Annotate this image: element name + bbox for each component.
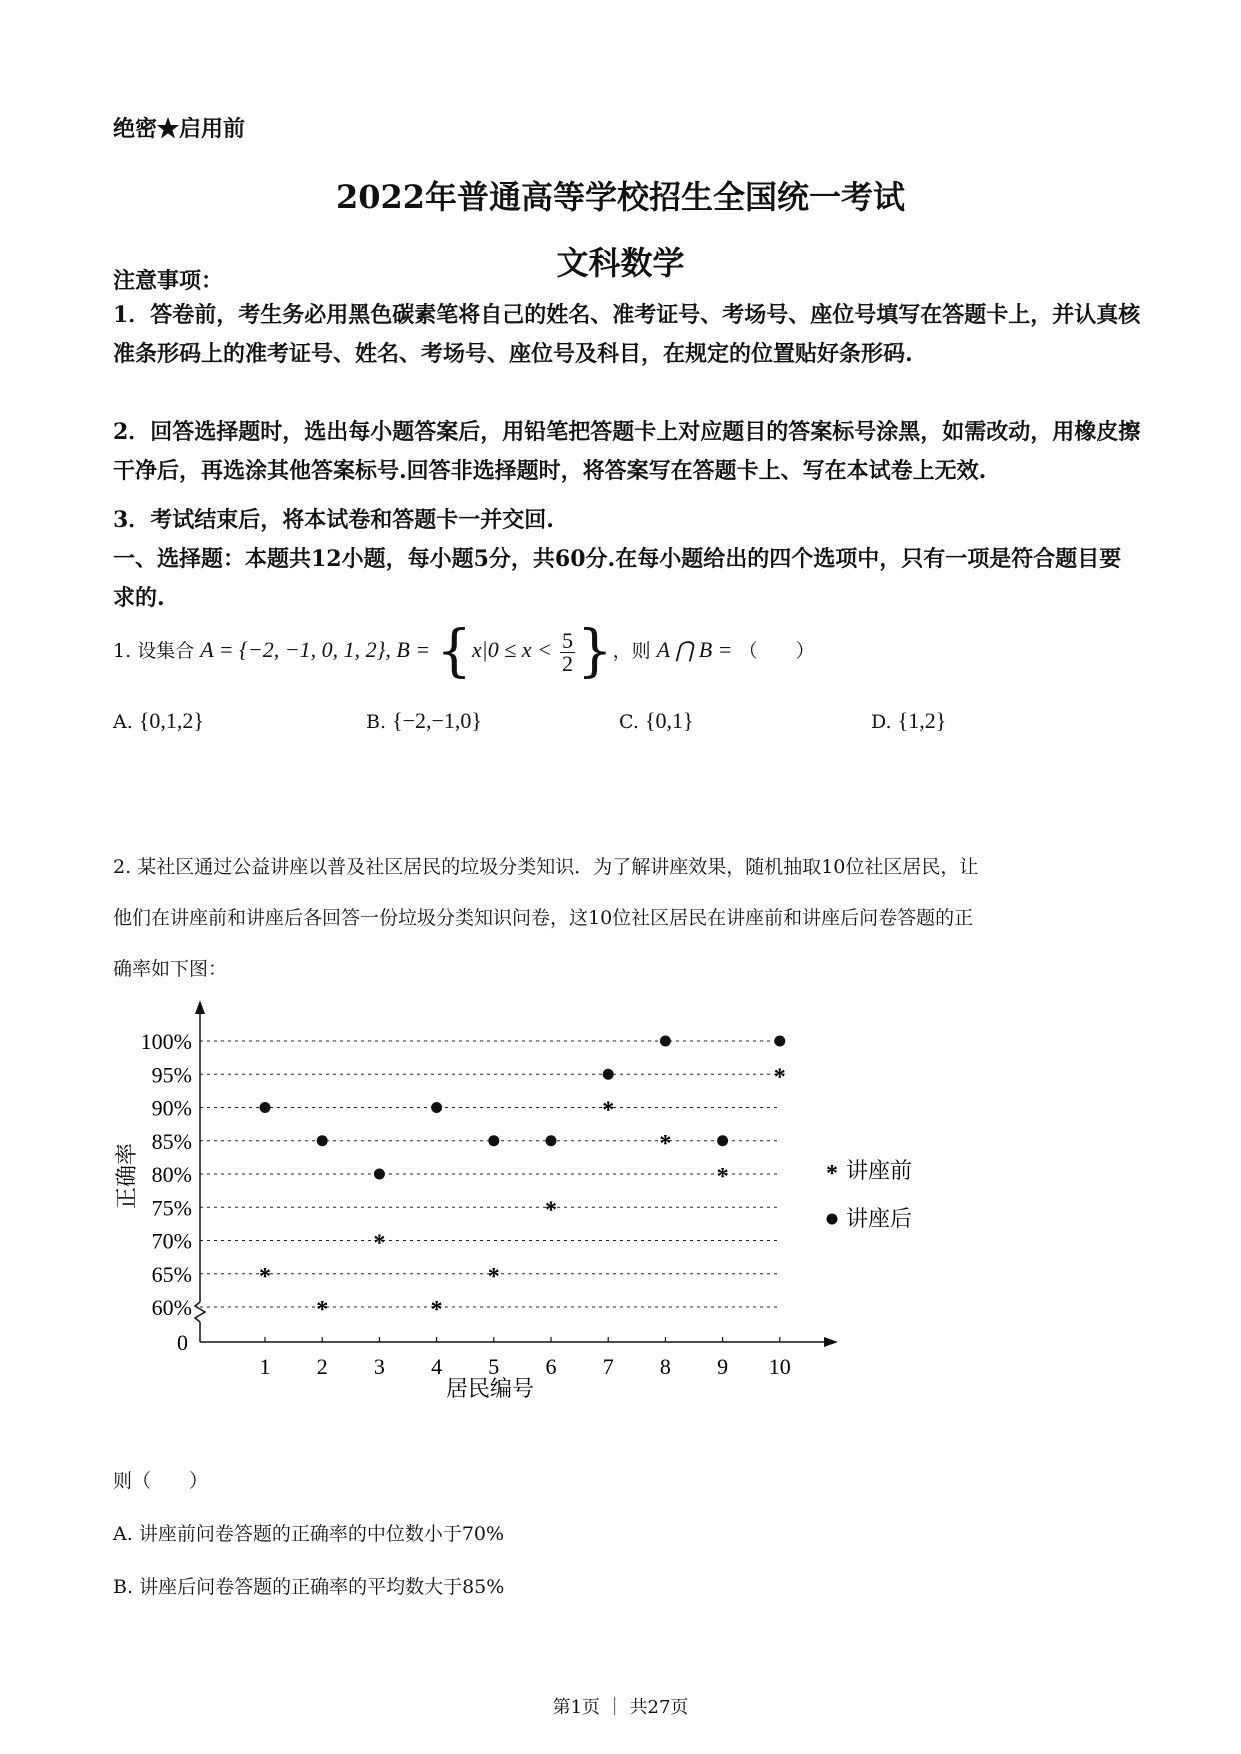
y-tick-label: 65% bbox=[151, 1261, 192, 1287]
x-axis-label: 居民编号 bbox=[445, 1376, 535, 1401]
before-point: * bbox=[602, 1097, 615, 1124]
legend-marker-after bbox=[827, 1214, 838, 1225]
q1-prefix: 设集合 bbox=[137, 640, 195, 662]
x-tick-label: 9 bbox=[717, 1354, 729, 1379]
after-point bbox=[546, 1135, 557, 1146]
before-point: * bbox=[545, 1197, 557, 1224]
y-tick-label: 95% bbox=[151, 1062, 192, 1088]
y-tick-label: 90% bbox=[151, 1095, 192, 1121]
x-axis-arrow-icon bbox=[824, 1337, 838, 1347]
option-label: D. bbox=[871, 711, 892, 733]
option-value: {1,2} bbox=[897, 708, 947, 733]
option-label: B. bbox=[366, 711, 387, 733]
notice-item-2: 2．回答选择题时，选出每小题答案后，用铅笔把答题卡上对应题目的答案标号涂黑，如需改动，用橡皮擦干净后，再选涂其他答案标号.回答非选择题时，将答案写在答题卡上、写在本试卷上无效. bbox=[113, 419, 1141, 484]
before-point: * bbox=[316, 1297, 329, 1323]
x-tick-label: 1 bbox=[259, 1354, 271, 1379]
y-tick-label: 80% bbox=[151, 1162, 192, 1187]
section-heading: 一、选择题：本题共12小题，每小题5分，共60分.在每小题给出的四个选项中，只有一项是符合题目要求的. bbox=[113, 546, 1122, 611]
exam-title: 2022年普通高等学校招生全国统一考试 bbox=[335, 178, 906, 216]
page-footer: 第1页 ｜ 共27页 bbox=[552, 1697, 689, 1718]
after-point bbox=[260, 1102, 271, 1113]
q2-option-a[interactable] bbox=[113, 1519, 504, 1546]
option-label: C. bbox=[619, 711, 639, 733]
y-tick-label: 60% bbox=[151, 1295, 192, 1320]
left-brace-icon: { bbox=[436, 619, 472, 684]
y-axis-arrow-icon bbox=[195, 1000, 205, 1014]
x-tick-label: 8 bbox=[659, 1354, 671, 1379]
q1-set-b-condition: x|0 ≤ x < bbox=[471, 637, 552, 662]
legend-marker-before: * bbox=[826, 1161, 838, 1187]
y-tick-label: 70% bbox=[151, 1228, 192, 1254]
option-label: A. bbox=[113, 711, 133, 733]
after-point bbox=[603, 1069, 614, 1080]
notice-item-3: 3．考试结束后，将本试卷和答题卡一并交回. bbox=[113, 507, 554, 533]
right-brace-icon: } bbox=[576, 619, 613, 684]
x-tick-label: 6 bbox=[545, 1354, 557, 1379]
before-point: * bbox=[373, 1230, 386, 1257]
q2-option-b[interactable] bbox=[113, 1572, 504, 1599]
q1-number: 1. bbox=[113, 640, 132, 662]
y-tick-label: 0 bbox=[177, 1330, 188, 1355]
option-label: B. bbox=[113, 1576, 134, 1598]
after-point bbox=[431, 1102, 442, 1113]
exam-subject: 文科数学 bbox=[556, 244, 685, 282]
q2-line-3: 确率如下图： bbox=[113, 958, 228, 980]
q1-intersection: A ⋂ B = bbox=[656, 637, 733, 662]
x-tick-label: 10 bbox=[768, 1354, 791, 1379]
after-point bbox=[374, 1169, 385, 1180]
legend-label-before: 讲座前 bbox=[846, 1158, 913, 1183]
notice-heading: 注意事项： bbox=[113, 268, 224, 294]
option-value: 讲座后问卷答题的正确率的平均数大于85% bbox=[139, 1576, 505, 1598]
q2-number: 2. bbox=[113, 856, 132, 878]
after-point bbox=[774, 1036, 785, 1047]
before-point: * bbox=[716, 1164, 729, 1190]
before-point: * bbox=[659, 1130, 672, 1157]
before-point: * bbox=[773, 1064, 786, 1091]
before-point: * bbox=[430, 1297, 443, 1323]
option-value: {−2,−1,0} bbox=[392, 708, 482, 733]
fraction-denominator: 2 bbox=[561, 650, 573, 676]
y-tick-label: 75% bbox=[151, 1195, 192, 1221]
q1-suffix: ，则 bbox=[612, 640, 651, 662]
y-axis-label: 正确率 bbox=[114, 1142, 139, 1210]
q1-paren: （ ） bbox=[738, 640, 815, 662]
after-point bbox=[488, 1135, 499, 1146]
before-point: * bbox=[259, 1263, 271, 1290]
chart-axes bbox=[114, 1000, 838, 1401]
chart-marks bbox=[259, 1036, 786, 1324]
option-label: A. bbox=[113, 1523, 133, 1545]
option-value: {0,1} bbox=[644, 708, 694, 733]
q1-set-a: A = {−2, −1, 0, 1, 2}, B = bbox=[200, 637, 431, 662]
y-tick-label: 100% bbox=[140, 1029, 192, 1054]
axis-break-icon bbox=[195, 1302, 205, 1322]
y-tick-label: 85% bbox=[151, 1128, 192, 1154]
q2-then: 则（ ） bbox=[113, 1470, 209, 1492]
fraction-numerator: 5 bbox=[561, 627, 573, 653]
x-tick-label: 4 bbox=[431, 1354, 443, 1379]
x-tick-label: 5 bbox=[488, 1354, 500, 1379]
after-point bbox=[660, 1036, 671, 1047]
x-tick-label: 2 bbox=[316, 1354, 328, 1379]
q2-text: 某社区通过公益讲座以普及社区居民的垃圾分类知识．为了解讲座效果，随机抽取10位社区居民，让 bbox=[137, 856, 979, 878]
q2-line-2: 他们在讲座前和讲座后各回答一份垃圾分类知识问卷，这10位社区居民在讲座前和讲座后问卷答题的正 bbox=[113, 907, 974, 929]
before-point: * bbox=[487, 1263, 500, 1290]
x-tick-label: 7 bbox=[602, 1354, 614, 1379]
legend-label-after: 讲座后 bbox=[846, 1206, 913, 1231]
option-value: {0,1,2} bbox=[138, 708, 204, 733]
option-value: 讲座前问卷答题的正确率的中位数小于70% bbox=[138, 1523, 505, 1545]
after-point bbox=[717, 1135, 728, 1146]
confidential-label: 绝密★启用前 bbox=[113, 116, 246, 142]
x-tick-label: 3 bbox=[373, 1354, 385, 1379]
chart-legend bbox=[826, 1158, 912, 1231]
after-point bbox=[317, 1135, 328, 1146]
notice-item-1: 1．答卷前，考生务必用黑色碳素笔将自己的姓名、准考证号、考场号、座位号填写在答题卡上，并认真核准条形码上的准考证号、姓名、考场号、座位号及科目，在规定的位置贴好条形码. bbox=[113, 302, 1141, 367]
